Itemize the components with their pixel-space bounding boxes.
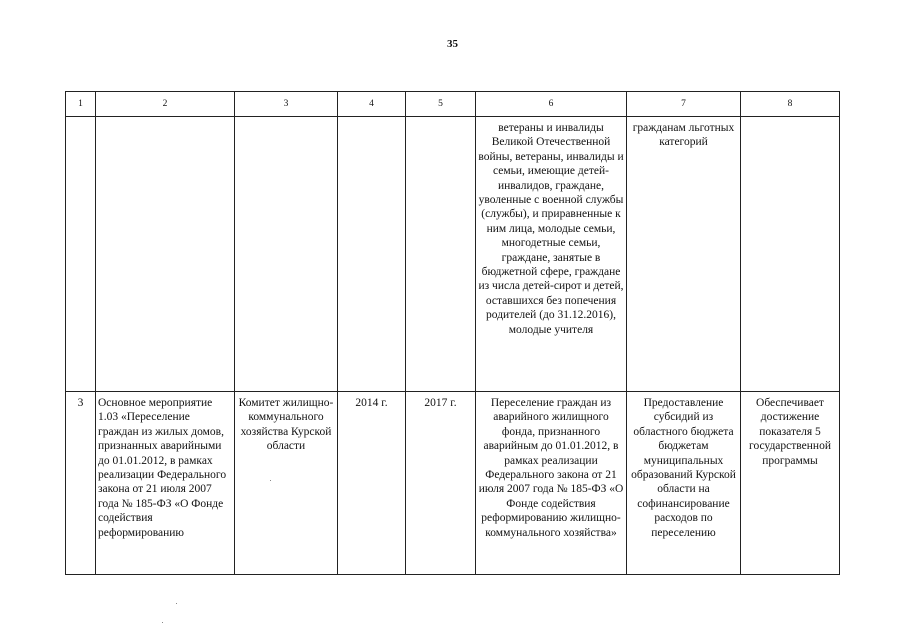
scan-speck bbox=[162, 622, 163, 623]
header-row bbox=[66, 92, 840, 117]
continuation-row bbox=[66, 117, 840, 392]
header-cell-5: 5 bbox=[406, 92, 476, 117]
beneficiaries-cell: ветераны и инвалиды Великой Отечественной войны, ветераны, инвалиды и семьи, имеющие детей-инвалидов, граждане, уволенные с военной службы (службы), и приравненные к ним лица, молодые семьи, многодетные семьи, граждане, занятые в бюджетной сфере, граждане из числа детей-сирот и детей, оставшихся без попечения родителей (до 31.12.2016), молодые учителя bbox=[476, 117, 627, 392]
start-year: 2014 г. bbox=[338, 392, 406, 575]
indicator-link: Обеспечивает достижение показателя 5 государственной программы bbox=[741, 392, 840, 575]
header-cell-6: 6 bbox=[476, 92, 627, 117]
scan-speck bbox=[270, 480, 271, 481]
empty-cell bbox=[406, 117, 476, 392]
empty-cell bbox=[235, 117, 338, 392]
header-cell-7: 7 bbox=[627, 92, 741, 117]
expected-result: Переселение граждан из аварийного жилищного фонда, признанного аварийным до 01.01.2012, в рамках реализации Федерального закона от 21 июля 2007 года № 185-ФЗ «О Фонде содействия реформированию жилищно-коммунального хозяйства» bbox=[476, 392, 627, 575]
header-cell-3: 3 bbox=[235, 92, 338, 117]
measure-name: Основное мероприятие 1.03 «Переселение граждан из жилых домов, признанных аварийными до 01.01.2012, в рамках реализации Федерального закона от 21 июля 2007 года № 185-ФЗ «О Фонде содействия реформированию bbox=[96, 392, 235, 575]
page-number: 35 bbox=[447, 38, 458, 50]
row-number: 3 bbox=[66, 392, 96, 575]
empty-cell bbox=[741, 117, 840, 392]
program-table bbox=[65, 91, 840, 575]
header-cell-4: 4 bbox=[338, 92, 406, 117]
executor: Комитет жилищно-коммунального хозяйства Курской области bbox=[235, 392, 338, 575]
implementation-mechanism: Предоставление субсидий из областного бюджета бюджетам муниципальных образований Курской области на софинансирование расходов по переселению bbox=[627, 392, 741, 575]
empty-cell bbox=[96, 117, 235, 392]
end-year: 2017 г. bbox=[406, 392, 476, 575]
empty-cell bbox=[338, 117, 406, 392]
header-cell-1: 1 bbox=[66, 92, 96, 117]
scan-speck bbox=[176, 603, 177, 604]
mechanism-continuation-cell: гражданам льготных категорий bbox=[627, 117, 741, 392]
header-cell-2: 2 bbox=[96, 92, 235, 117]
table-row bbox=[66, 392, 840, 575]
empty-cell bbox=[66, 117, 96, 392]
header-cell-8: 8 bbox=[741, 92, 840, 117]
